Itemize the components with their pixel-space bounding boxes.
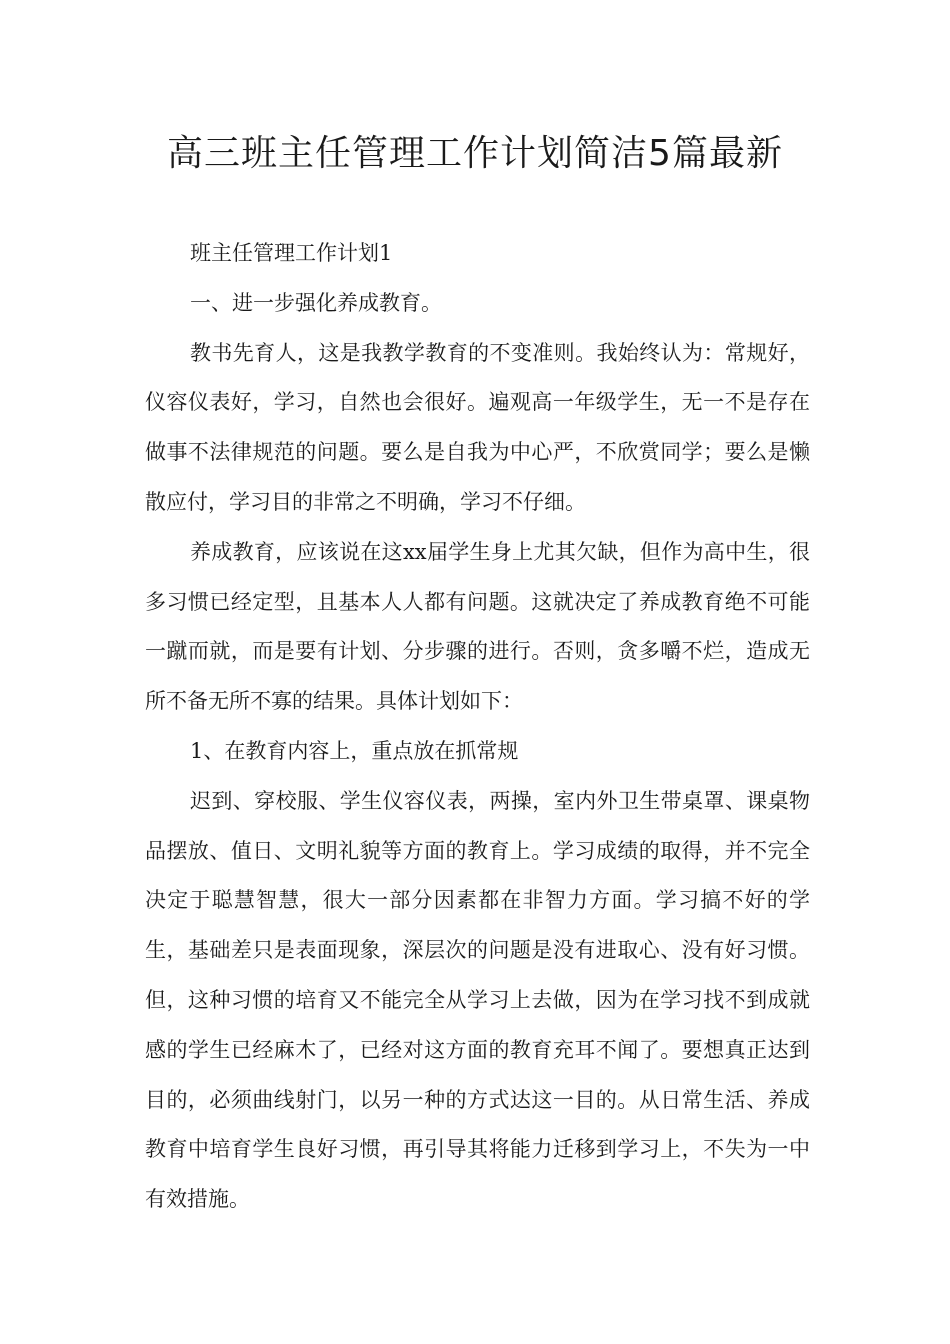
body-paragraph: 养成教育，应该说在这xx届学生身上尤其欠缺，但作为高中生，很多习惯已经定型，且基本人人都有问题。这就决定了养成教育绝不可能一蹴而就，而是要有计划、分步骤的进行。否则，贪多嚼不烂，造成无所不备无所不寡的结果。具体计划如下： bbox=[145, 539, 810, 714]
subsection-heading: 一、进一步强化养成教育。 bbox=[190, 290, 442, 315]
document-body bbox=[145, 229, 810, 1225]
section-heading: 班主任管理工作计划1 bbox=[190, 241, 393, 265]
document-title: 高三班主任管理工作计划简洁5篇最新 bbox=[167, 133, 783, 174]
body-paragraph: 教书先育人，这是我教学教育的不变准则。我始终认为：常规好，仪容仪表好，学习，自然也会很好。遍观高一年级学生，无一不是存在做事不法律规范的问题。要么是自我为中心严，不欣赏同学；要么是懒散应付，学习目的非常之不明确，学习不仔细。 bbox=[145, 340, 810, 514]
list-item-heading: 1、在教育内容上，重点放在抓常规 bbox=[190, 738, 519, 763]
body-paragraph: 迟到、穿校服、学生仪容仪表，两操，室内外卫生带桌罩、课桌物品摆放、值日、文明礼貌等方面的教育上。学习成绩的取得，并不完全决定于聪慧智慧，很大一部分因素都在非智力方面。学习搞不好的学生，基础差只是表面现象，深层次的问题是没有进取心、没有好习惯。但，这种习惯的培育又不能完全从学习上去做，因为在学习找不到成就感的学生已经麻木了，已经对这方面的教育充耳不闻了。要想真正达到目的，必须曲线射门，以另一种的方式达这一目的。从日常生活、养成教育中培育学生良好习惯，再引导其将能力迁移到学习上，不失为一中有效措施。 bbox=[145, 788, 810, 1212]
